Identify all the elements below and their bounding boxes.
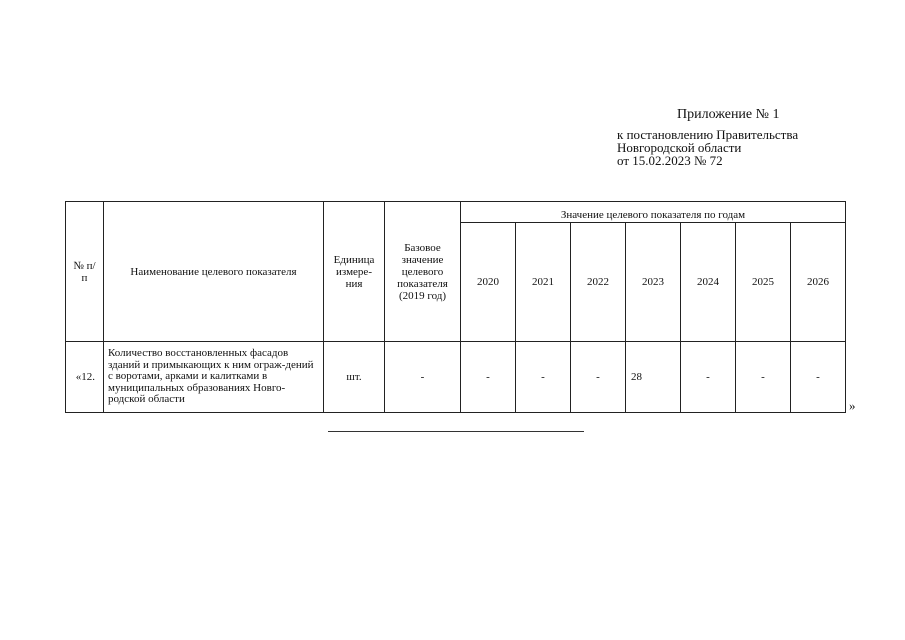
row-base: - [385, 342, 461, 413]
header-name: Наименование целевого показателя [104, 202, 324, 342]
row-value-2022: - [571, 342, 626, 413]
header-year-2021: 2021 [516, 223, 571, 342]
appendix-title: Приложение № 1 [677, 107, 780, 122]
row-value-2026: - [791, 342, 846, 413]
row-value-2021: - [516, 342, 571, 413]
header-year-2020: 2020 [461, 223, 516, 342]
table-row [66, 342, 846, 413]
header-year-2022: 2022 [571, 223, 626, 342]
header-year-2026: 2026 [791, 223, 846, 342]
header-year-2025: 2025 [736, 223, 791, 342]
appendix-line-3: от 15.02.2023 № 72 [617, 153, 723, 168]
row-value-2023: 28 [626, 342, 681, 413]
header-num: № п/п [66, 202, 104, 342]
separator-line [328, 431, 584, 432]
row-value-2024: - [681, 342, 736, 413]
row-num: «12. [66, 342, 104, 413]
row-value-2020: - [461, 342, 516, 413]
closing-quote: » [849, 398, 856, 413]
row-unit: шт. [324, 342, 385, 413]
indicators-table [65, 201, 846, 413]
header-years-group: Значение целевого показателя по годам [461, 202, 846, 223]
appendix-line-2: Новгородской области [617, 140, 742, 155]
header-year-2023: 2023 [626, 223, 681, 342]
header-row-1 [66, 202, 846, 223]
header-base: Базовое значение целевого показателя (2019 год) [385, 202, 461, 342]
row-value-2025: - [736, 342, 791, 413]
appendix-line-1: к постановлению Правительства [617, 127, 799, 142]
header-year-2024: 2024 [681, 223, 736, 342]
row-name: Количество восстановленных фасадов зданий и примыкающих к ним ограж-дений с воротами, арками и калитками в муниципальных образованиях Новго-родской области [104, 342, 324, 413]
header-unit: Единица измере-ния [324, 202, 385, 342]
